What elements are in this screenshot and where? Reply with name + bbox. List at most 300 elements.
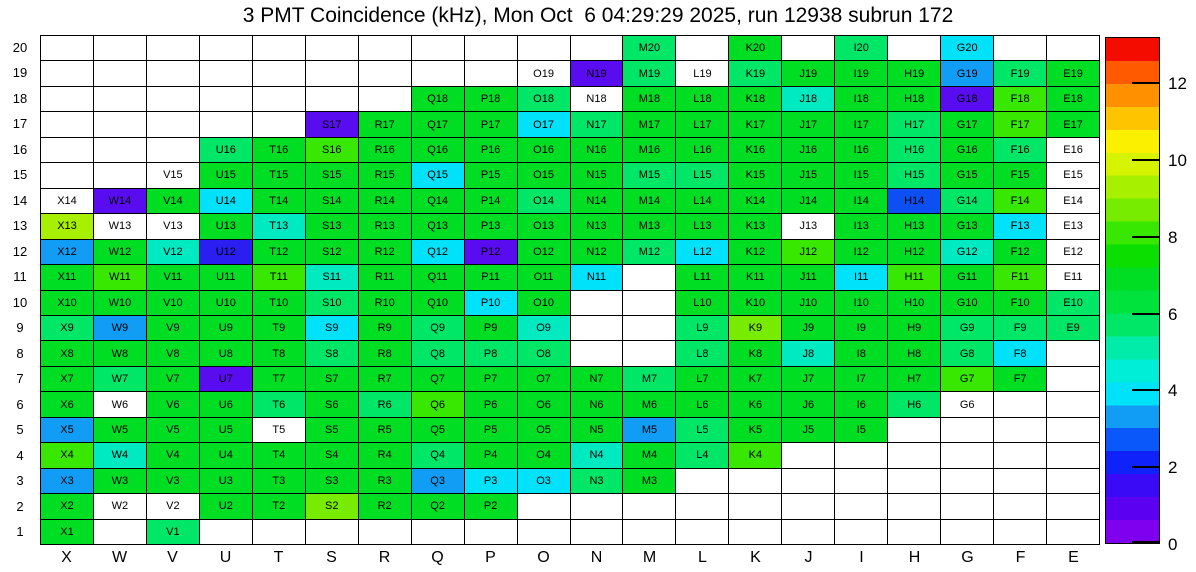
heatmap-cell: M15 xyxy=(623,163,676,188)
heatmap-cell: U15 xyxy=(200,163,253,188)
heatmap-row xyxy=(41,87,1100,112)
heatmap-cell: U2 xyxy=(200,494,253,519)
heatmap-cell: W14 xyxy=(94,189,147,214)
heatmap-cell: F11 xyxy=(994,265,1047,290)
heatmap-cell: F13 xyxy=(994,214,1047,239)
heatmap-row xyxy=(41,240,1100,265)
heatmap-cell: H8 xyxy=(888,341,941,366)
heatmap-cell: J15 xyxy=(782,163,835,188)
heatmap-cell: J10 xyxy=(782,291,835,316)
heatmap-cell xyxy=(782,469,835,494)
heatmap-cell xyxy=(729,520,782,545)
heatmap-cell xyxy=(253,87,306,112)
heatmap-cell: X7 xyxy=(41,367,94,392)
heatmap-cell xyxy=(200,520,253,545)
heatmap-cell: N6 xyxy=(571,392,624,417)
heatmap-row xyxy=(41,112,1100,137)
heatmap-cell: J19 xyxy=(782,61,835,86)
heatmap-cell: P5 xyxy=(465,418,518,443)
heatmap-cell: T16 xyxy=(253,138,306,163)
colorbar-tick-label: 10 xyxy=(1168,150,1187,170)
heatmap-cell xyxy=(571,520,624,545)
colorbar-tick xyxy=(1132,82,1160,84)
heatmap-cell xyxy=(676,36,729,61)
heatmap-row xyxy=(41,61,1100,86)
heatmap-cell: N11 xyxy=(571,265,624,290)
heatmap-cell: G12 xyxy=(941,240,994,265)
heatmap-cell: K8 xyxy=(729,341,782,366)
heatmap-cell: Q6 xyxy=(412,392,465,417)
heatmap-row xyxy=(41,469,1100,494)
heatmap-cell: V7 xyxy=(147,367,200,392)
row-label: 14 xyxy=(12,192,28,208)
heatmap-row xyxy=(41,291,1100,316)
col-label: R xyxy=(378,549,391,566)
heatmap-cell: F17 xyxy=(994,112,1047,137)
heatmap-cell: X8 xyxy=(41,341,94,366)
heatmap-cell xyxy=(200,87,253,112)
heatmap-cell xyxy=(147,61,200,86)
heatmap-cell xyxy=(994,443,1047,468)
heatmap-cell: H19 xyxy=(888,61,941,86)
heatmap-cell: K20 xyxy=(729,36,782,61)
heatmap-cell xyxy=(253,36,306,61)
heatmap-cell: M20 xyxy=(623,36,676,61)
heatmap-cell: L10 xyxy=(676,291,729,316)
heatmap-cell: O4 xyxy=(518,443,571,468)
heatmap-cell xyxy=(306,520,359,545)
heatmap-cell: Q17 xyxy=(412,112,465,137)
heatmap-cell: F12 xyxy=(994,240,1047,265)
col-label: M xyxy=(642,549,657,566)
col-label: H xyxy=(908,549,921,566)
heatmap-cell: M13 xyxy=(623,214,676,239)
heatmap-cell: H13 xyxy=(888,214,941,239)
heatmap-cell: O6 xyxy=(518,392,571,417)
colorbar-tick-label: 4 xyxy=(1168,381,1178,401)
heatmap-cell xyxy=(782,443,835,468)
heatmap-cell: R2 xyxy=(359,494,412,519)
heatmap-cell: K9 xyxy=(729,316,782,341)
heatmap-cell: K17 xyxy=(729,112,782,137)
heatmap-cell: E9 xyxy=(1047,316,1100,341)
heatmap-cell: J8 xyxy=(782,341,835,366)
heatmap-cell: P4 xyxy=(465,443,518,468)
heatmap-cell: V13 xyxy=(147,214,200,239)
heatmap-cell: I13 xyxy=(835,214,888,239)
heatmap-cell: I18 xyxy=(835,87,888,112)
heatmap-cell: K7 xyxy=(729,367,782,392)
heatmap-cell xyxy=(359,520,412,545)
heatmap-cell: W6 xyxy=(94,392,147,417)
heatmap-cell: I9 xyxy=(835,316,888,341)
heatmap-cell: X12 xyxy=(41,240,94,265)
heatmap-cell: P10 xyxy=(465,291,518,316)
heatmap-cell: K14 xyxy=(729,189,782,214)
heatmap-cell: T15 xyxy=(253,163,306,188)
heatmap-cell: J5 xyxy=(782,418,835,443)
heatmap-cell: J11 xyxy=(782,265,835,290)
heatmap-cell: I16 xyxy=(835,138,888,163)
heatmap-cell: G7 xyxy=(941,367,994,392)
heatmap-cell: V4 xyxy=(147,443,200,468)
heatmap-cell: J18 xyxy=(782,87,835,112)
heatmap-cell: S13 xyxy=(306,214,359,239)
heatmap-cell xyxy=(518,494,571,519)
heatmap-cell: W9 xyxy=(94,316,147,341)
heatmap-cell: Q4 xyxy=(412,443,465,468)
heatmap-cell: X4 xyxy=(41,443,94,468)
heatmap-cell: L13 xyxy=(676,214,729,239)
heatmap-cell xyxy=(147,36,200,61)
col-label: K xyxy=(750,549,761,566)
col-label: X xyxy=(61,549,72,566)
heatmap-cell: N3 xyxy=(571,469,624,494)
heatmap-cell: K18 xyxy=(729,87,782,112)
heatmap-cell: G11 xyxy=(941,265,994,290)
heatmap-cell xyxy=(94,87,147,112)
heatmap-row xyxy=(41,392,1100,417)
heatmap-cell: T3 xyxy=(253,469,306,494)
heatmap-cell: U10 xyxy=(200,291,253,316)
heatmap-cell xyxy=(888,494,941,519)
heatmap-cell xyxy=(94,520,147,545)
heatmap-cell: O13 xyxy=(518,214,571,239)
heatmap-cell xyxy=(941,520,994,545)
heatmap-cell xyxy=(623,520,676,545)
heatmap-cell: V5 xyxy=(147,418,200,443)
heatmap-cell xyxy=(359,36,412,61)
heatmap-cell xyxy=(200,61,253,86)
heatmap-cell: U13 xyxy=(200,214,253,239)
heatmap-cell: P14 xyxy=(465,189,518,214)
heatmap-cell xyxy=(94,112,147,137)
heatmap-cell: J13 xyxy=(782,214,835,239)
heatmap-cell: M6 xyxy=(623,392,676,417)
heatmap-cell: R15 xyxy=(359,163,412,188)
col-label: L xyxy=(698,549,707,566)
heatmap-cell: N12 xyxy=(571,240,624,265)
col-label: O xyxy=(537,549,550,566)
heatmap-cell: X6 xyxy=(41,392,94,417)
heatmap-cell: O7 xyxy=(518,367,571,392)
heatmap-cell: S8 xyxy=(306,341,359,366)
col-label: G xyxy=(961,549,974,566)
heatmap-cell: T12 xyxy=(253,240,306,265)
heatmap-cell xyxy=(835,469,888,494)
heatmap-cell: M18 xyxy=(623,87,676,112)
heatmap-cell xyxy=(94,36,147,61)
heatmap-cell: U14 xyxy=(200,189,253,214)
heatmap-cell: R3 xyxy=(359,469,412,494)
row-label: 12 xyxy=(12,243,28,259)
heatmap-cell: L14 xyxy=(676,189,729,214)
heatmap-cell: Q8 xyxy=(412,341,465,366)
heatmap-cell: N7 xyxy=(571,367,624,392)
heatmap-cell xyxy=(571,316,624,341)
heatmap-cell: R7 xyxy=(359,367,412,392)
heatmap-cell: W8 xyxy=(94,341,147,366)
heatmap-cell xyxy=(782,494,835,519)
heatmap-cell xyxy=(200,36,253,61)
heatmap-cell: O15 xyxy=(518,163,571,188)
heatmap-cell: R14 xyxy=(359,189,412,214)
heatmap-cell: V3 xyxy=(147,469,200,494)
heatmap-cell: K12 xyxy=(729,240,782,265)
heatmap-cell: Q7 xyxy=(412,367,465,392)
colorbar-tick xyxy=(1132,159,1160,161)
heatmap-cell: X5 xyxy=(41,418,94,443)
heatmap-cell: I20 xyxy=(835,36,888,61)
row-label: 5 xyxy=(16,422,24,438)
heatmap-cell: O11 xyxy=(518,265,571,290)
heatmap-cell: T13 xyxy=(253,214,306,239)
colorbar-tick xyxy=(1132,541,1160,543)
heatmap-cell xyxy=(782,36,835,61)
heatmap-cell: R12 xyxy=(359,240,412,265)
heatmap-cell: P6 xyxy=(465,392,518,417)
row-label: 16 xyxy=(12,141,28,157)
heatmap-cell: O14 xyxy=(518,189,571,214)
row-label: 15 xyxy=(12,167,28,183)
heatmap-cell: L19 xyxy=(676,61,729,86)
heatmap-cell xyxy=(94,138,147,163)
heatmap-cell xyxy=(571,341,624,366)
heatmap-cell: V11 xyxy=(147,265,200,290)
heatmap-cell: G10 xyxy=(941,291,994,316)
heatmap-cell: H17 xyxy=(888,112,941,137)
x-axis-column-labels xyxy=(40,549,1100,569)
col-label: F xyxy=(1015,549,1026,566)
heatmap-cell xyxy=(676,494,729,519)
heatmap-cell: X1 xyxy=(41,520,94,545)
heatmap-cell xyxy=(941,469,994,494)
heatmap-cell: G9 xyxy=(941,316,994,341)
heatmap-row xyxy=(41,443,1100,468)
heatmap-cell: K11 xyxy=(729,265,782,290)
heatmap-cell: M17 xyxy=(623,112,676,137)
heatmap-cell: M12 xyxy=(623,240,676,265)
heatmap-cell: L12 xyxy=(676,240,729,265)
heatmap-cell: Q12 xyxy=(412,240,465,265)
heatmap-cell: R13 xyxy=(359,214,412,239)
heatmap-cell: I5 xyxy=(835,418,888,443)
heatmap-cell xyxy=(359,87,412,112)
heatmap-cell: J17 xyxy=(782,112,835,137)
row-label: 4 xyxy=(16,447,24,463)
heatmap-cell: P18 xyxy=(465,87,518,112)
col-label: I xyxy=(859,549,864,566)
heatmap-cell: O18 xyxy=(518,87,571,112)
heatmap-cell: E15 xyxy=(1047,163,1100,188)
heatmap-cell: H18 xyxy=(888,87,941,112)
heatmap-cell xyxy=(782,520,835,545)
heatmap-cell xyxy=(359,61,412,86)
heatmap-cell: L15 xyxy=(676,163,729,188)
heatmap-cell: S17 xyxy=(306,112,359,137)
heatmap-cell: G13 xyxy=(941,214,994,239)
chart-title: 3 PMT Coincidence (kHz), Mon Oct 6 04:29:29 2025, run 12938 subrun 172 xyxy=(242,4,954,27)
heatmap-cell: P15 xyxy=(465,163,518,188)
heatmap-cell: F14 xyxy=(994,189,1047,214)
heatmap-cell: N15 xyxy=(571,163,624,188)
heatmap-cell: F8 xyxy=(994,341,1047,366)
heatmap-cell: S4 xyxy=(306,443,359,468)
heatmap-cell xyxy=(729,469,782,494)
heatmap-cell: I12 xyxy=(835,240,888,265)
heatmap-cell: M5 xyxy=(623,418,676,443)
heatmap-cell: X13 xyxy=(41,214,94,239)
colorbar-tick-label: 12 xyxy=(1168,74,1187,94)
heatmap-cell: Q18 xyxy=(412,87,465,112)
heatmap-cell: R16 xyxy=(359,138,412,163)
heatmap-cell: V6 xyxy=(147,392,200,417)
heatmap-cell: V9 xyxy=(147,316,200,341)
heatmap-cell: I19 xyxy=(835,61,888,86)
heatmap-cell: L17 xyxy=(676,112,729,137)
heatmap-cell: F9 xyxy=(994,316,1047,341)
heatmap-cell xyxy=(253,520,306,545)
heatmap-cell: N19 xyxy=(571,61,624,86)
heatmap-cell: R10 xyxy=(359,291,412,316)
heatmap-cell: W12 xyxy=(94,240,147,265)
heatmap-cell xyxy=(306,87,359,112)
heatmap-cell xyxy=(623,316,676,341)
heatmap-row xyxy=(41,36,1100,61)
heatmap-cell xyxy=(623,265,676,290)
heatmap-cell: R8 xyxy=(359,341,412,366)
heatmap-row xyxy=(41,163,1100,188)
col-label: N xyxy=(590,549,603,566)
heatmap-cell: L6 xyxy=(676,392,729,417)
heatmap-cell: J9 xyxy=(782,316,835,341)
heatmap-cell: T14 xyxy=(253,189,306,214)
heatmap-cell: U11 xyxy=(200,265,253,290)
heatmap-cell: T9 xyxy=(253,316,306,341)
heatmap-cell: F7 xyxy=(994,367,1047,392)
heatmap-cell: K6 xyxy=(729,392,782,417)
heatmap-cell xyxy=(465,61,518,86)
heatmap-cell: I10 xyxy=(835,291,888,316)
heatmap-cell xyxy=(306,36,359,61)
heatmap-cell: G17 xyxy=(941,112,994,137)
heatmap-cell: O3 xyxy=(518,469,571,494)
heatmap-cell xyxy=(1047,469,1100,494)
heatmap-cell: U9 xyxy=(200,316,253,341)
row-label: 6 xyxy=(16,396,24,412)
heatmap-cell: J12 xyxy=(782,240,835,265)
heatmap-cell: Q13 xyxy=(412,214,465,239)
row-label: 17 xyxy=(12,116,28,132)
heatmap-cell: S7 xyxy=(306,367,359,392)
heatmap-cell: X14 xyxy=(41,189,94,214)
heatmap-cell: R9 xyxy=(359,316,412,341)
heatmap-cell: F18 xyxy=(994,87,1047,112)
row-label: 2 xyxy=(16,498,24,514)
heatmap-row xyxy=(41,418,1100,443)
heatmap-cell: E13 xyxy=(1047,214,1100,239)
row-label: 3 xyxy=(16,473,24,489)
heatmap-cell xyxy=(941,494,994,519)
heatmap-cell: L8 xyxy=(676,341,729,366)
heatmap-cell xyxy=(94,163,147,188)
heatmap-cell: Q5 xyxy=(412,418,465,443)
heatmap-cell: G14 xyxy=(941,189,994,214)
heatmap-cell xyxy=(623,291,676,316)
heatmap-cell: E18 xyxy=(1047,87,1100,112)
colorbar-tick-label: 8 xyxy=(1168,227,1178,247)
heatmap-cell: S9 xyxy=(306,316,359,341)
heatmap-cell xyxy=(571,36,624,61)
heatmap-cell xyxy=(1047,36,1100,61)
row-label: 19 xyxy=(12,65,28,81)
heatmap-cell xyxy=(412,520,465,545)
heatmap-cell: L4 xyxy=(676,443,729,468)
heatmap-cell: K15 xyxy=(729,163,782,188)
heatmap-cell: G16 xyxy=(941,138,994,163)
heatmap-cell xyxy=(41,36,94,61)
heatmap-cell: P16 xyxy=(465,138,518,163)
heatmap-cell: H10 xyxy=(888,291,941,316)
colorbar-tick xyxy=(1132,466,1160,468)
heatmap-cell xyxy=(41,112,94,137)
heatmap-cell: N14 xyxy=(571,189,624,214)
heatmap-cell xyxy=(41,163,94,188)
heatmap-cell: J14 xyxy=(782,189,835,214)
heatmap-cell xyxy=(41,61,94,86)
heatmap-cell: F10 xyxy=(994,291,1047,316)
colorbar-tick xyxy=(1132,313,1160,315)
col-label: Q xyxy=(431,549,444,566)
col-label: P xyxy=(485,549,496,566)
heatmap-cell xyxy=(941,443,994,468)
heatmap-cell xyxy=(623,494,676,519)
heatmap-cell: Q2 xyxy=(412,494,465,519)
heatmap-cell: G19 xyxy=(941,61,994,86)
heatmap-cell: K5 xyxy=(729,418,782,443)
heatmap-cell: P3 xyxy=(465,469,518,494)
heatmap-cell xyxy=(623,341,676,366)
heatmap-cell: M7 xyxy=(623,367,676,392)
heatmap-cell xyxy=(835,443,888,468)
heatmap-cell: V1 xyxy=(147,520,200,545)
heatmap-cell: S10 xyxy=(306,291,359,316)
heatmap-cell xyxy=(147,87,200,112)
heatmap-cell: O5 xyxy=(518,418,571,443)
heatmap-cell: W13 xyxy=(94,214,147,239)
heatmap-cell: G6 xyxy=(941,392,994,417)
heatmap-cell: Q9 xyxy=(412,316,465,341)
heatmap-cell xyxy=(835,494,888,519)
heatmap-cell: O19 xyxy=(518,61,571,86)
heatmap-cell xyxy=(994,469,1047,494)
heatmap-cell: E10 xyxy=(1047,291,1100,316)
heatmap-cell: O16 xyxy=(518,138,571,163)
heatmap-cell: S6 xyxy=(306,392,359,417)
heatmap-cell: E16 xyxy=(1047,138,1100,163)
heatmap-cell: R6 xyxy=(359,392,412,417)
heatmap-cell: I14 xyxy=(835,189,888,214)
heatmap-cell xyxy=(888,520,941,545)
row-label: 7 xyxy=(16,371,24,387)
row-label: 10 xyxy=(12,294,28,310)
heatmap-cell: T6 xyxy=(253,392,306,417)
heatmap-cell: U16 xyxy=(200,138,253,163)
heatmap-row xyxy=(41,214,1100,239)
heatmap-cell: H6 xyxy=(888,392,941,417)
heatmap-cell: K13 xyxy=(729,214,782,239)
heatmap-cell: O9 xyxy=(518,316,571,341)
